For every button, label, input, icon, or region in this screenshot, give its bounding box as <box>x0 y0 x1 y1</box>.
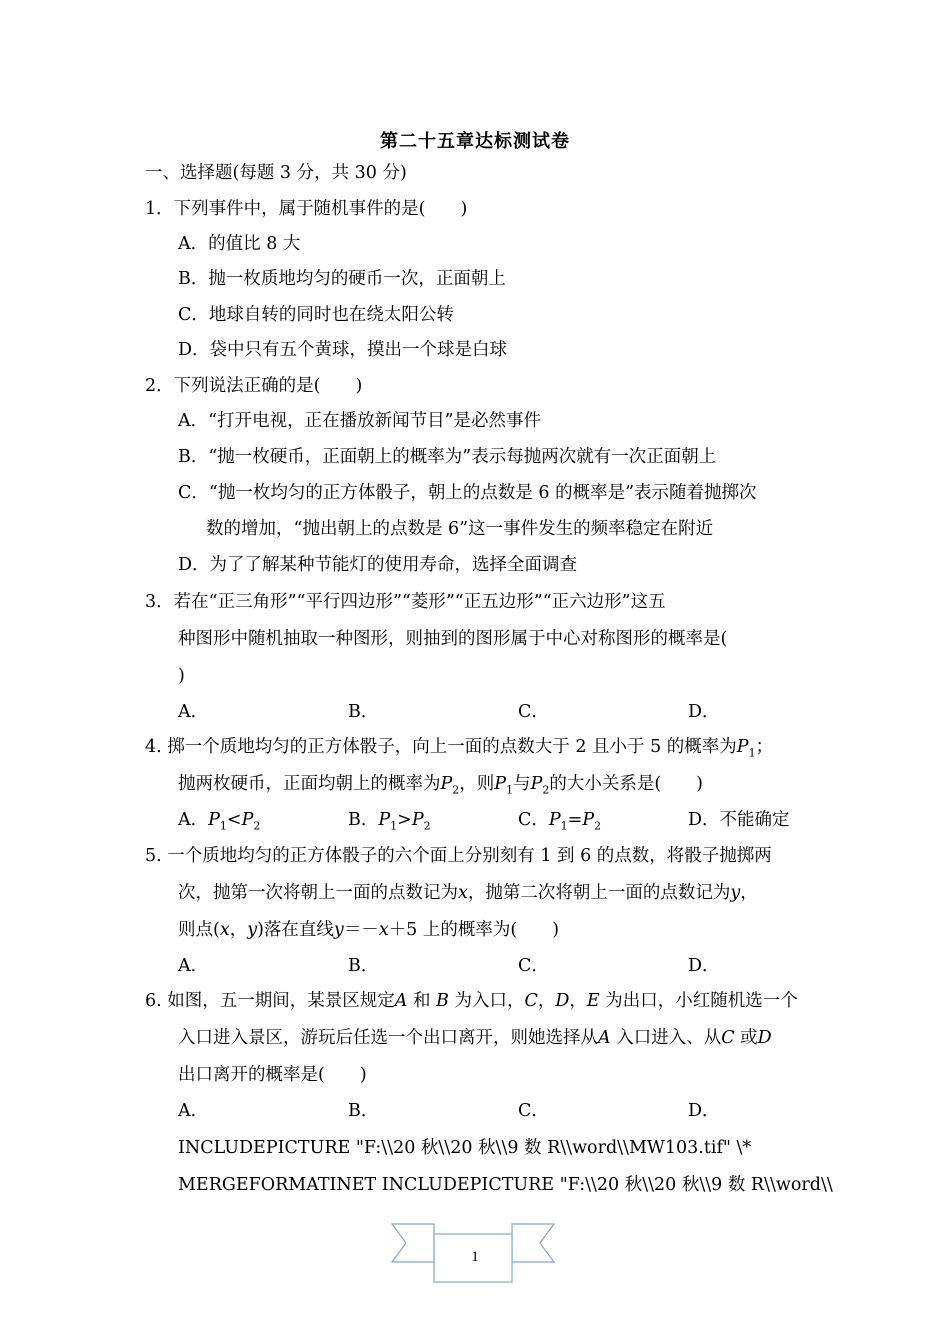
question-1-option-c: C．地球自转的同时也在绕太阳公转 <box>178 305 454 325</box>
question-1-option-d: D．袋中只有五个黄球，摸出一个球是白球 <box>178 340 508 360</box>
equals: = <box>567 810 583 830</box>
question-6-option-a: A． <box>178 1101 209 1121</box>
question-5-line3-text: 则点( <box>178 920 220 940</box>
question-4-line1-text: 4. 掷一个质地均匀的正方体骰子，向上一面的点数大于 2 且小于 5 的概率为 <box>145 737 737 757</box>
question-5-line2-mid: ，抛第二次将朝上一面的点数记为 <box>467 883 731 903</box>
subscript-2: 2 <box>594 819 602 833</box>
question-4-option-a <box>178 808 260 839</box>
question-3-option-c: C． <box>518 702 549 722</box>
y-symbol: y <box>333 920 344 940</box>
question-6-option-c: C． <box>518 1101 549 1121</box>
p-symbol: P <box>736 737 749 757</box>
page-number: 1 <box>471 1249 479 1265</box>
question-4-line2 <box>178 772 703 803</box>
p-symbol: P <box>582 810 595 830</box>
point-e: E <box>586 991 600 1011</box>
question-5-line2-post: ， <box>740 883 758 903</box>
section-heading: 一、选择题(每题 3 分，共 30 分) <box>145 163 407 183</box>
option-label: A． <box>178 810 209 830</box>
subscript-1: 1 <box>748 746 756 760</box>
question-2-option-d: D．为了了解某种节能灯的使用寿命，选择全面调查 <box>178 555 578 575</box>
semicolon: ； <box>755 737 774 757</box>
page-title: 第二十五章达标测试卷 <box>380 131 570 152</box>
question-3-option-b: B． <box>348 702 379 722</box>
point-a: A <box>598 1028 611 1048</box>
question-6-line2 <box>178 1026 772 1050</box>
point-c: C <box>524 991 538 1011</box>
question-5-line3-post: ＋5 上的概率为( ) <box>388 920 560 940</box>
or-text: 或 <box>734 1028 758 1048</box>
point-a: A <box>394 991 408 1011</box>
question-2-option-a: A．“打开电视，正在播放新闻节目”是必然事件 <box>178 411 542 431</box>
question-1-option-a: A．的值比 8 大 <box>178 234 301 254</box>
comma: ， <box>229 920 248 940</box>
subscript-1: 1 <box>390 819 398 833</box>
subscript-1: 1 <box>560 819 568 833</box>
point-d: D <box>555 991 570 1011</box>
field-code-line2: MERGEFORMATINET INCLUDEPICTURE "F:\\20 秋\\20 秋\\9 数 R\\word\\ <box>178 1175 833 1195</box>
question-3-line1: 3．若在“正三角形”“平行四边形”“菱形”“正五边形”“正六边形”这五 <box>145 592 666 612</box>
x-symbol: x <box>219 920 230 940</box>
and-text: 与 <box>513 774 531 794</box>
point-b: B <box>436 991 449 1011</box>
question-6-line2-mid: 入口进入、从 <box>610 1028 722 1048</box>
option-label: C． <box>518 810 549 830</box>
equals-minus: ＝－ <box>343 920 379 940</box>
question-3-line3: ) <box>178 666 185 686</box>
p-symbol: P <box>411 810 424 830</box>
question-6-line1 <box>145 989 798 1013</box>
subscript-2: 2 <box>452 783 460 797</box>
separator: ， <box>569 991 587 1011</box>
question-3-option-d: D． <box>688 702 720 722</box>
question-4-line2-post: 的大小关系是( ) <box>549 774 703 794</box>
option-label: B． <box>348 810 379 830</box>
less-than: < <box>226 810 242 830</box>
question-6-line1-text: 6. 如图，五一期间，某景区规定 <box>145 991 395 1011</box>
question-5-line2-text: 次，抛第一次将朝上一面的点数记为 <box>178 883 458 903</box>
question-5-option-b: B． <box>348 956 379 976</box>
question-5-line1: 5. 一个质地均匀的正方体骰子的六个面上分别刻有 1 到 6 的点数，将骰子抛掷两 <box>145 846 772 866</box>
question-3-line2: 种图形中随机抽取一种图形，则抽到的图形属于中心对称图形的概率是( <box>178 629 728 649</box>
field-code-line1: INCLUDEPICTURE "F:\\20 秋\\20 秋\\9 数 R\\word\\MW103.tif" \* <box>178 1138 752 1158</box>
question-5-option-c: C． <box>518 956 549 976</box>
question-6-option-d: D． <box>688 1101 720 1121</box>
p-symbol: P <box>208 810 220 830</box>
comma-then: ，则 <box>459 774 495 794</box>
question-5-option-d: D． <box>688 956 720 976</box>
question-4-option-b <box>348 808 431 839</box>
x-symbol: x <box>378 920 389 940</box>
greater-than: > <box>397 810 412 830</box>
question-6-line2-text: 入口进入景区，游玩后任选一个出口离开，则她选择从 <box>178 1028 598 1048</box>
question-4-option-d: D．不能确定 <box>688 810 790 830</box>
question-5-line3 <box>178 918 559 942</box>
question-5-line2 <box>178 881 758 905</box>
y-symbol: y <box>247 920 258 940</box>
subscript-2: 2 <box>423 819 431 833</box>
question-5-option-a: A． <box>178 956 209 976</box>
question-5-line3-mid: )落在直线 <box>257 920 334 940</box>
and-text: 和 <box>407 991 437 1011</box>
p-symbol: P <box>241 810 254 830</box>
p-symbol: P <box>378 810 391 830</box>
p-symbol: P <box>440 774 453 794</box>
p-symbol: P <box>548 810 561 830</box>
question-6-line1-post: 为出口，小红随机选一个 <box>599 991 798 1011</box>
question-2-option-c-line2: 数的增加，“抛出朝上的点数是 6”这一事件发生的频率稳定在附近 <box>206 519 714 539</box>
question-1-option-b: B．抛一枚质地均匀的硬币一次，正面朝上 <box>178 269 506 289</box>
p-symbol: P <box>494 774 507 794</box>
question-3-option-a: A． <box>178 702 209 722</box>
question-4-option-c <box>518 808 601 839</box>
subscript-2: 2 <box>253 819 261 833</box>
subscript-2: 2 <box>542 783 550 797</box>
point-d: D <box>757 1028 772 1048</box>
question-2-option-c-line1: C．“抛一枚均匀的正方体骰子，朝上的点数是 6 的概率是”表示随着抛掷次 <box>178 483 757 503</box>
y-symbol: y <box>730 883 741 903</box>
point-c: C <box>721 1028 735 1048</box>
question-4-line1 <box>145 735 773 766</box>
subscript-1: 1 <box>506 783 514 797</box>
p-symbol: P <box>530 774 543 794</box>
question-1-stem: 1．下列事件中，属于随机事件的是( ) <box>145 199 468 219</box>
subscript-1: 1 <box>219 819 227 833</box>
question-6-line1-mid: 为入口， <box>448 991 525 1011</box>
separator: ， <box>537 991 556 1011</box>
question-2-option-b: B．“抛一枚硬币，正面朝上的概率为”表示每抛两次就有一次正面朝上 <box>178 447 717 467</box>
question-2-stem: 2．下列说法正确的是( ) <box>145 376 363 396</box>
x-symbol: x <box>458 883 468 903</box>
question-4-line2-text: 抛两枚硬币，正面均朝上的概率为 <box>178 774 441 794</box>
question-6-option-b: B． <box>348 1101 379 1121</box>
question-6-line3: 出口离开的概率是( ) <box>178 1065 367 1085</box>
